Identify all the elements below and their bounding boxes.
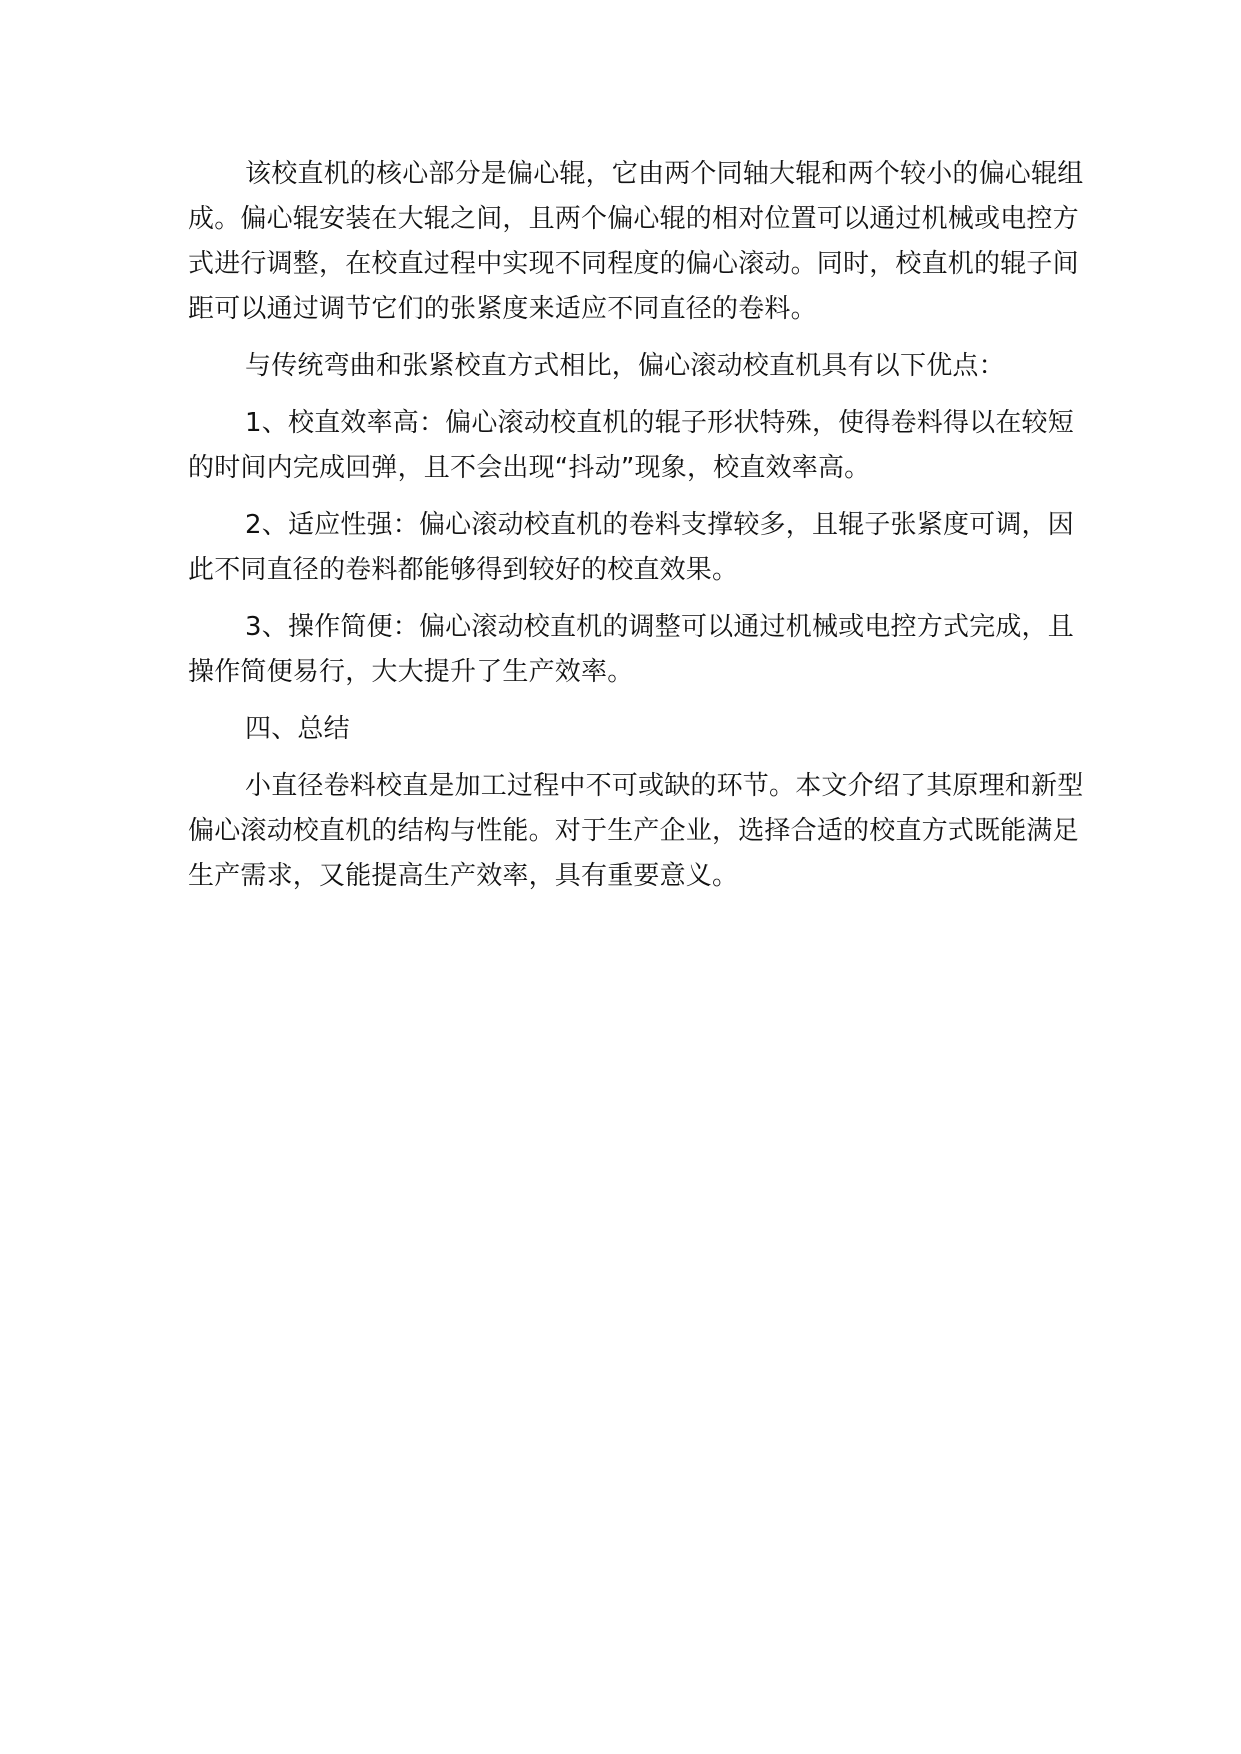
paragraph-advantage-adaptability: 2、适应性强：偏心滚动校直机的卷料支撑较多，且辊子张紧度可调，因此不同直径的卷料都能够得到较好的校直效果。 bbox=[188, 510, 1074, 585]
document-body bbox=[188, 152, 1088, 899]
paragraph-advantage-operation: 3、操作简便：偏心滚动校直机的调整可以通过机械或电控方式完成，且操作简便易行，大大提升了生产效率。 bbox=[188, 612, 1074, 687]
paragraph-advantages-intro: 与传统弯曲和张紧校直方式相比，偏心滚动校直机具有以下优点： bbox=[245, 351, 1005, 381]
paragraph-summary: 小直径卷料校直是加工过程中不可或缺的环节。本文介绍了其原理和新型偏心滚动校直机的结构与性能。对于生产企业，选择合适的校直方式既能满足生产需求，又能提高生产效率，具有重要意义。 bbox=[188, 771, 1084, 891]
paragraph-advantage-efficiency: 1、校直效率高：偏心滚动校直机的辊子形状特殊，使得卷料得以在较短的时间内完成回弹，且不会出现“抖动”现象，校直效率高。 bbox=[188, 408, 1074, 483]
section-heading-summary: 四、总结 bbox=[245, 714, 350, 744]
paragraph-eccentric-roller-structure: 该校直机的核心部分是偏心辊，它由两个同轴大辊和两个较小的偏心辊组成。偏心辊安装在大辊之间，且两个偏心辊的相对位置可以通过机械或电控方式进行调整，在校直过程中实现不同程度的偏心滚动。同时，校直机的辊子间距可以通过调节它们的张紧度来适应不同直径的卷料。 bbox=[188, 159, 1084, 324]
